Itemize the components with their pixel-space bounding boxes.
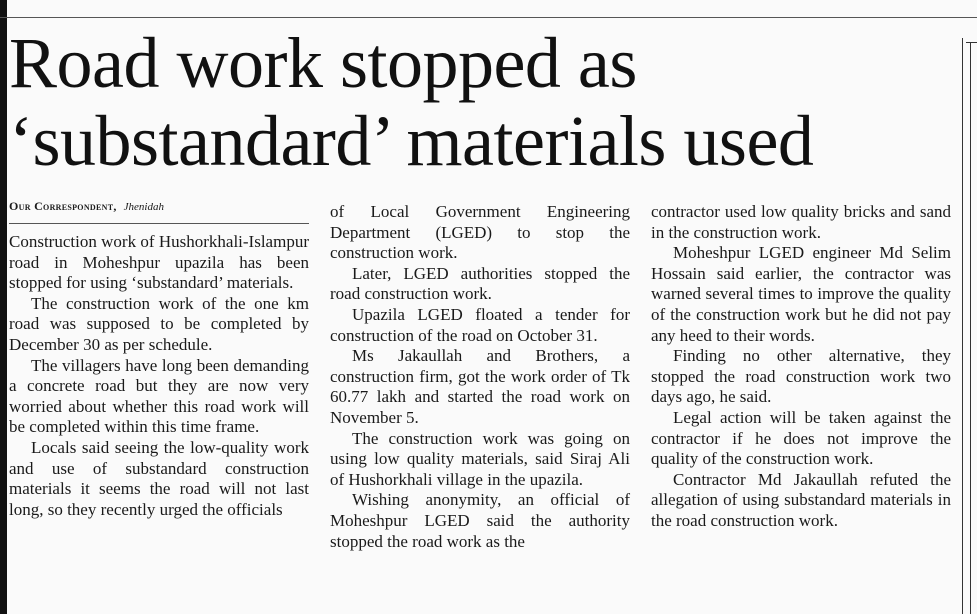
headline-line-1: Road work stopped as (9, 23, 637, 103)
byline (9, 199, 309, 214)
adjacent-column-border (962, 38, 963, 614)
paragraph: The villagers have long been demanding a concrete road but they are now very worried about whether this road work will be completed within this time frame. (9, 355, 309, 437)
paragraph: contractor used low quality bricks and sand in the construction work. (651, 202, 951, 242)
byline-rule (9, 223, 309, 224)
article-column-2 (330, 202, 630, 552)
paragraph: Ms Jakaullah and Brothers, a construction firm, got the work order of Tk 60.77 lakh and started the road work on November 5. (330, 346, 630, 427)
headline (9, 24, 959, 180)
paragraph: Finding no other alternative, they stopped the road construction work two days ago, he said. (651, 346, 951, 407)
article-column-1 (9, 232, 309, 520)
page-edge-bar (0, 0, 7, 614)
byline-author: Our Correspondent, (9, 199, 117, 213)
paragraph: Contractor Md Jakaullah refuted the allegation of using substandard materials in the road construction work. (651, 469, 951, 530)
paragraph: Locals said seeing the low-quality work and use of substandard construction materials it seems the road will not last long, so they recently urged the officials (9, 437, 309, 519)
paragraph: Construction work of Hushorkhali-Islampur road in Moheshpur upazila has been stopped for using ‘substandard’ materials. (9, 232, 309, 293)
paragraph: The construction work of the one km road was supposed to be completed by December 30 as per schedule. (9, 293, 309, 354)
paragraph: Upazila LGED floated a tender for construction of the road on October 31. (330, 304, 630, 345)
paragraph: Later, LGED authorities stopped the road construction work. (330, 263, 630, 304)
paragraph: of Local Government Engineering Department (LGED) to stop the construction work. (330, 202, 630, 263)
byline-place: Jhenidah (123, 201, 164, 213)
paragraph: Moheshpur LGED engineer Md Selim Hossain said earlier, the contractor was warned several times to improve the quality of the construction work but he did not pay any heed to their words. (651, 243, 951, 345)
paragraph: Legal action will be taken against the contractor if he does not improve the quality of the construction work. (651, 407, 951, 469)
adjacent-column-border-inner (970, 42, 971, 614)
article-column-3 (651, 202, 951, 532)
paragraph: The construction work was going on using low quality materials, said Siraj Ali of Hushorkhali village in the upazila. (330, 428, 630, 489)
top-rule (0, 17, 977, 18)
headline-line-2: ‘substandard’ materials used (9, 101, 814, 181)
paragraph: Wishing anonymity, an official of Moheshpur LGED said the authority stopped the road work as the (330, 490, 630, 551)
adjacent-column-border-top (966, 42, 977, 43)
